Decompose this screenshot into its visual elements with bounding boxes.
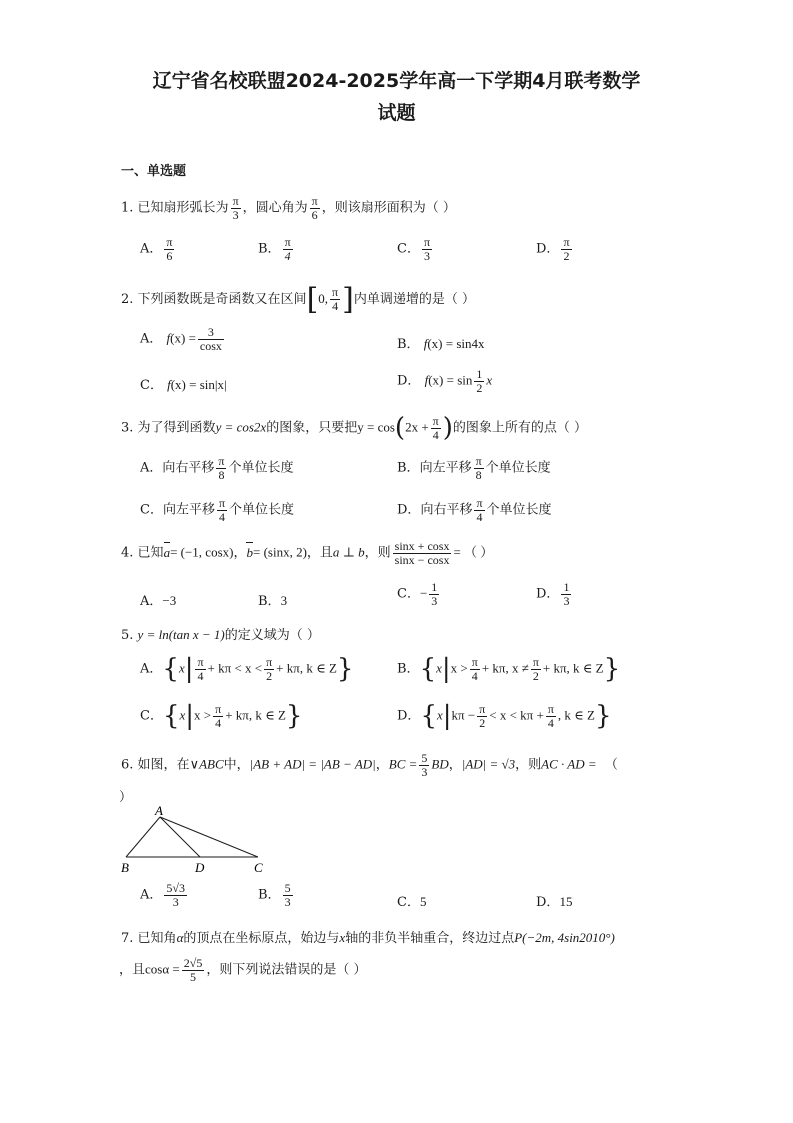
question-2: 2. 下列函数既是奇函数又在区间[0, $\frac{\pi}{4}$ ]内单调递增的是（ ） [121,282,475,317]
question-6: 6. 如图，在∨ABC中，|AB + AD| = |AB − AD|，BC = $\frac{5}{3}$ BD，|AD| = √3，则AC · AD = （ [121,751,618,779]
vector-a: a [163,544,171,560]
q5-option-d[interactable]: D．{x|kπ − $\frac{\pi}{2}$ < x < kπ + $\frac{\pi}{4}$ , k ∈ Z} [397,701,612,731]
q4-option-c[interactable]: C．− $\frac{1}{3}$ [397,580,438,608]
q1-text: 已知扇形弧长为 [137,200,229,216]
q2-text: 下列函数既是奇函数又在区间 [137,292,307,307]
q3-function-2: y = cos [357,419,395,435]
vertex-label-c: C [254,860,263,875]
q4-option-b[interactable]: B．3 [258,593,288,609]
q7-text-2: ，则下列说法错误的是（ ） [206,962,367,978]
question-7: 7. 已知角α的顶点在坐标原点，始边与x轴的非负半轴重合，终边过点P(−2m, 4sin2010°) [121,930,615,946]
q2-option-d[interactable]: D． f(x) = sin $\frac{1}{2}$ x [397,367,493,395]
q3-option-c[interactable]: C．向左平移 $\frac{\pi}{4}$ 个单位长度 [140,496,295,524]
question-5 [121,624,320,643]
q2-left-bracket: [ [306,282,319,317]
q6-option-d[interactable]: D．15 [536,894,573,910]
question-3: 3. 为了得到函数y = cos2x的图象，只要把y = cos(2x + $\frac{\pi}{4}$ )的图象上所有的点（ ） [121,413,588,443]
vertex-label-b: B [121,860,129,875]
q6-close-paren: ） [119,790,133,805]
q1-text-3: ，则该扇形面积为（ ） [321,200,456,216]
q2-option-c[interactable]: C． f(x) = sin|x| [140,377,227,393]
question-4: 4. 已知a= (−1, cosx)，b= (sinx, 2)，且a ⊥ b，则 $\frac{\sin x + \cos x}{\sin x - \cos x}$ = （ ） [121,539,494,567]
page-title-line2: 试题 [377,102,416,124]
q3-function-1: y = cos2x [215,419,267,435]
q4-fraction: $\frac{\sin x + \cos x}{\sin x - \cos x}$ [394,539,450,567]
question-7-line2: ，且cosα = $\frac{2√5}{5}$ ，则下列说法错误的是（ ） [119,956,367,984]
q5-option-b[interactable]: B．{x|x > $\frac{\pi}{4}$ + kπ, x ≠ $\frac{\pi}{2}$ + kπ, k ∈ Z} [397,654,621,684]
q1-option-b[interactable]: B． $\frac{\pi}{4}$ [258,235,291,263]
segment-ad [160,817,200,857]
q6-option-a[interactable]: A． $\frac{5√3}{3}$ [140,881,185,909]
q1-angle-fraction: $\frac{\pi}{6}$ [311,194,318,222]
q3-option-b[interactable]: B．向左平移 $\frac{\pi}{8}$ 个单位长度 [397,454,551,482]
q6-equation-4: AC · AD = [541,756,597,772]
q6-number: 6. [121,757,134,773]
q4-number: 4. [121,545,134,561]
q3-number: 3. [121,420,134,436]
q1-option-c[interactable]: C． $\frac{\pi}{3}$ [397,235,431,263]
q1-option-d[interactable]: D． $\frac{\pi}{2}$ [536,235,570,263]
q1-option-a[interactable]: A． $\frac{\pi}{6}$ [140,235,173,263]
segment-ab [126,817,160,857]
q5-text: 的定义域为（ ） [224,628,320,643]
q6-triangle: ∨ABC [189,756,224,772]
q4-option-d[interactable]: D． $\frac{1}{3}$ [536,580,570,608]
q2-option-a[interactable]: A． f(x) = $\frac{3}{\cos x}$ [140,325,222,353]
section-heading: 一、单选题 [121,164,187,179]
q7-cos-alpha: cosα = [145,961,180,977]
q5-option-a[interactable]: A．{x| $\frac{\pi}{4}$ + kπ < x < $\frac{\pi}{2}$ + kπ, k ∈ Z} [140,654,354,684]
segment-ac [160,817,258,857]
q3-option-d[interactable]: D．向右平移 $\frac{\pi}{4}$ 个单位长度 [397,496,552,524]
vertex-label-a: A [155,805,163,818]
q6-option-b[interactable]: B． $\frac{5}{3}$ [258,881,291,909]
question-1 [121,195,456,221]
q2-text-2: 内单调递增的是（ ） [353,292,475,307]
q2-number: 2. [121,292,134,307]
q5-option-c[interactable]: C．{x|x > $\frac{\pi}{4}$ + kπ, k ∈ Z} [140,701,303,731]
q3-option-a[interactable]: A．向右平移 $\frac{\pi}{8}$ 个单位长度 [140,454,294,482]
q7-number: 7. [121,931,134,946]
q6-equation-2: BC = [388,756,418,772]
q6-equation-3: |AD| = √3 [461,756,516,772]
page-title: 辽宁省名校联盟2024-2025学年高一下学期4月联考数学 [152,70,641,92]
q6-equation-1: |AB + AD| = |AB − AD| [249,756,376,772]
q1-number: 1. [121,200,134,216]
triangle-figure [112,805,272,877]
q6-option-c[interactable]: C．5 [397,894,427,910]
vertex-label-d: D [195,860,205,875]
q7-point: P(−2m, 4sin2010°) [514,930,615,945]
q4-perpendicular: a ⊥ b [332,544,365,560]
vector-b: b [246,544,253,560]
q3-text-3: 的图象上所有的点（ ） [452,420,588,436]
q1-arc-fraction: $\frac{\pi}{3}$ [232,194,239,222]
q2-option-b[interactable]: B． f(x) = sin4x [397,336,485,352]
q5-function: y = ln(tan x − 1) [137,627,225,642]
q3-text: 为了得到函数 [137,420,216,436]
q2-right-bracket: ] [342,282,354,317]
q5-number: 5. [121,628,134,643]
q7-text: 已知角 [137,931,177,946]
q6-text: 如图，在 [137,757,190,773]
q3-text-2: 的图象，只要把 [266,420,358,436]
q1-text-2: ，圆心角为 [242,200,308,216]
q4-option-a[interactable]: A．−3 [140,593,177,609]
q4-text: 已知 [137,545,164,561]
